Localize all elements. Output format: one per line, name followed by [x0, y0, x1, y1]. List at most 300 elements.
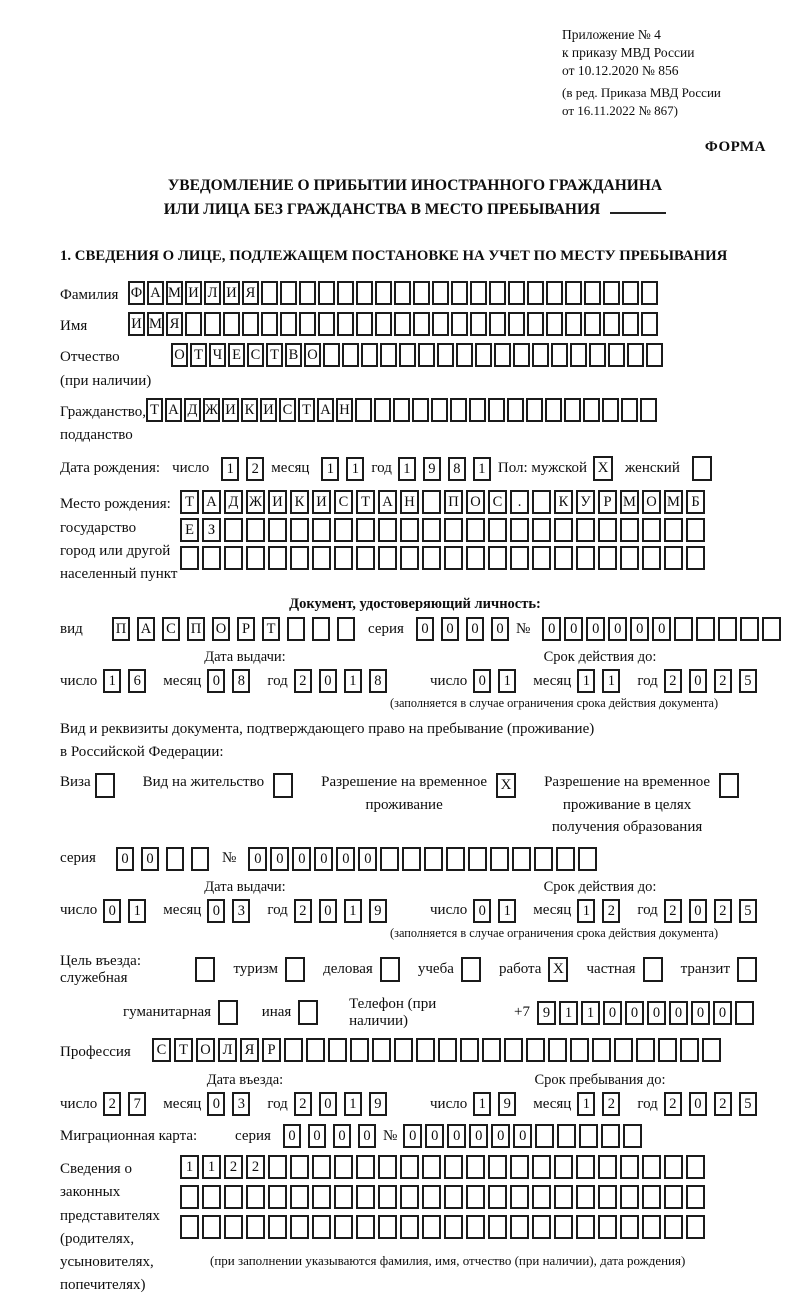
- char-cell[interactable]: И: [185, 281, 202, 305]
- char-cell[interactable]: С: [488, 490, 507, 514]
- char-cell[interactable]: 2: [294, 1092, 312, 1116]
- char-cell[interactable]: [692, 456, 712, 481]
- char-cell[interactable]: П: [444, 490, 463, 514]
- char-cell[interactable]: [598, 1215, 617, 1239]
- char-cell[interactable]: О: [212, 617, 230, 641]
- char-cell[interactable]: Д: [224, 490, 243, 514]
- char-cell[interactable]: Т: [356, 490, 375, 514]
- char-cell[interactable]: 1: [344, 669, 362, 693]
- char-cell[interactable]: [334, 1155, 353, 1179]
- char-cell[interactable]: 9: [537, 1001, 556, 1025]
- char-cell[interactable]: 0: [358, 847, 377, 871]
- char-cell[interactable]: 0: [625, 1001, 644, 1025]
- char-cell[interactable]: [583, 398, 600, 422]
- char-cell[interactable]: 0: [141, 847, 159, 871]
- purpose-transit-checkbox[interactable]: [737, 957, 757, 982]
- char-cell[interactable]: [488, 1185, 507, 1209]
- char-cell[interactable]: Л: [218, 1038, 237, 1062]
- char-cell[interactable]: 1: [581, 1001, 600, 1025]
- char-cell[interactable]: [356, 518, 375, 542]
- char-cell[interactable]: [598, 546, 617, 570]
- char-cell[interactable]: Р: [237, 617, 255, 641]
- char-cell[interactable]: 5: [739, 1092, 757, 1116]
- char-cell[interactable]: [620, 1185, 639, 1209]
- char-cell[interactable]: [664, 1215, 683, 1239]
- sex-male-checkbox[interactable]: [593, 456, 613, 481]
- char-cell[interactable]: [299, 312, 316, 336]
- char-cell[interactable]: 2: [224, 1155, 243, 1179]
- char-cell[interactable]: Е: [228, 343, 245, 367]
- char-cell[interactable]: [576, 546, 595, 570]
- char-cell[interactable]: [356, 546, 375, 570]
- char-cell[interactable]: 8: [369, 669, 387, 693]
- purpose-private-checkbox[interactable]: [643, 957, 663, 982]
- char-cell[interactable]: 9: [369, 899, 387, 923]
- char-cell[interactable]: Е: [180, 518, 199, 542]
- residence-permit-checkbox[interactable]: [273, 773, 293, 798]
- char-cell[interactable]: 0: [103, 899, 121, 923]
- purpose-other-checkbox[interactable]: [298, 1000, 318, 1025]
- char-cell[interactable]: [290, 546, 309, 570]
- char-cell[interactable]: 2: [714, 899, 732, 923]
- char-cell[interactable]: 0: [207, 1092, 225, 1116]
- char-cell[interactable]: 2: [664, 899, 682, 923]
- purpose-business-checkbox[interactable]: [380, 957, 400, 982]
- char-cell[interactable]: [584, 281, 601, 305]
- char-cell[interactable]: [402, 847, 421, 871]
- char-cell[interactable]: И: [223, 281, 240, 305]
- char-cell[interactable]: [598, 1155, 617, 1179]
- char-cell[interactable]: Т: [190, 343, 207, 367]
- char-cell[interactable]: [469, 398, 486, 422]
- char-cell[interactable]: [620, 1155, 639, 1179]
- char-cell[interactable]: 7: [128, 1092, 146, 1116]
- char-cell[interactable]: [640, 398, 657, 422]
- char-cell[interactable]: И: [222, 398, 239, 422]
- char-cell[interactable]: [488, 546, 507, 570]
- char-cell[interactable]: [686, 518, 705, 542]
- char-cell[interactable]: [642, 546, 661, 570]
- char-cell[interactable]: X: [593, 456, 613, 481]
- char-cell[interactable]: [641, 312, 658, 336]
- char-cell[interactable]: [545, 398, 562, 422]
- char-cell[interactable]: [444, 518, 463, 542]
- char-cell[interactable]: [334, 1215, 353, 1239]
- char-cell[interactable]: [246, 518, 265, 542]
- char-cell[interactable]: [623, 1124, 642, 1148]
- char-cell[interactable]: [680, 1038, 699, 1062]
- char-cell[interactable]: Д: [184, 398, 201, 422]
- char-cell[interactable]: [224, 546, 243, 570]
- char-cell[interactable]: Т: [262, 617, 280, 641]
- char-cell[interactable]: А: [165, 398, 182, 422]
- char-cell[interactable]: [589, 343, 606, 367]
- char-cell[interactable]: 0: [603, 1001, 622, 1025]
- char-cell[interactable]: [287, 617, 305, 641]
- char-cell[interactable]: А: [147, 281, 164, 305]
- char-cell[interactable]: 2: [714, 669, 732, 693]
- char-cell[interactable]: [361, 343, 378, 367]
- char-cell[interactable]: 0: [358, 1124, 376, 1148]
- char-cell[interactable]: [246, 1185, 265, 1209]
- char-cell[interactable]: [380, 343, 397, 367]
- char-cell[interactable]: [532, 1215, 551, 1239]
- char-cell[interactable]: 1: [473, 1092, 491, 1116]
- char-cell[interactable]: [378, 518, 397, 542]
- char-cell[interactable]: 0: [425, 1124, 444, 1148]
- char-cell[interactable]: [460, 1038, 479, 1062]
- char-cell[interactable]: [412, 398, 429, 422]
- char-cell[interactable]: [298, 1000, 318, 1025]
- char-cell[interactable]: И: [128, 312, 145, 336]
- char-cell[interactable]: [664, 1155, 683, 1179]
- char-cell[interactable]: [400, 1185, 419, 1209]
- char-cell[interactable]: [534, 847, 553, 871]
- char-cell[interactable]: [451, 281, 468, 305]
- char-cell[interactable]: [246, 546, 265, 570]
- char-cell[interactable]: Ф: [128, 281, 145, 305]
- char-cell[interactable]: Ж: [203, 398, 220, 422]
- char-cell[interactable]: [510, 518, 529, 542]
- char-cell[interactable]: [400, 1215, 419, 1239]
- char-cell[interactable]: [444, 1185, 463, 1209]
- char-cell[interactable]: [355, 398, 372, 422]
- char-cell[interactable]: [696, 617, 715, 641]
- char-cell[interactable]: [468, 847, 487, 871]
- char-cell[interactable]: 1: [498, 669, 516, 693]
- char-cell[interactable]: 0: [403, 1124, 422, 1148]
- char-cell[interactable]: [328, 1038, 347, 1062]
- char-cell[interactable]: 2: [602, 1092, 620, 1116]
- char-cell[interactable]: 0: [466, 617, 484, 641]
- char-cell[interactable]: Я: [166, 312, 183, 336]
- char-cell[interactable]: К: [554, 490, 573, 514]
- char-cell[interactable]: [686, 1185, 705, 1209]
- char-cell[interactable]: [268, 1155, 287, 1179]
- char-cell[interactable]: 0: [647, 1001, 666, 1025]
- char-cell[interactable]: 6: [128, 669, 146, 693]
- purpose-humanitarian-checkbox[interactable]: [218, 1000, 238, 1025]
- char-cell[interactable]: М: [147, 312, 164, 336]
- char-cell[interactable]: [191, 847, 209, 871]
- char-cell[interactable]: [554, 1215, 573, 1239]
- char-cell[interactable]: [510, 1215, 529, 1239]
- char-cell[interactable]: [337, 281, 354, 305]
- char-cell[interactable]: П: [187, 617, 205, 641]
- char-cell[interactable]: [526, 1038, 545, 1062]
- char-cell[interactable]: 0: [652, 617, 671, 641]
- char-cell[interactable]: [400, 1155, 419, 1179]
- char-cell[interactable]: 0: [207, 669, 225, 693]
- char-cell[interactable]: [735, 1001, 754, 1025]
- char-cell[interactable]: [374, 398, 391, 422]
- char-cell[interactable]: Я: [240, 1038, 259, 1062]
- char-cell[interactable]: [218, 1000, 238, 1025]
- char-cell[interactable]: [424, 847, 443, 871]
- char-cell[interactable]: 0: [491, 617, 509, 641]
- char-cell[interactable]: [532, 546, 551, 570]
- char-cell[interactable]: [598, 518, 617, 542]
- char-cell[interactable]: 0: [207, 899, 225, 923]
- char-cell[interactable]: 1: [346, 457, 364, 481]
- char-cell[interactable]: [576, 518, 595, 542]
- char-cell[interactable]: С: [162, 617, 180, 641]
- char-cell[interactable]: О: [642, 490, 661, 514]
- char-cell[interactable]: 0: [473, 669, 491, 693]
- char-cell[interactable]: К: [241, 398, 258, 422]
- char-cell[interactable]: [494, 343, 511, 367]
- char-cell[interactable]: [461, 957, 481, 982]
- char-cell[interactable]: [470, 281, 487, 305]
- char-cell[interactable]: 0: [416, 617, 434, 641]
- char-cell[interactable]: [686, 546, 705, 570]
- char-cell[interactable]: [527, 312, 544, 336]
- char-cell[interactable]: 0: [473, 899, 491, 923]
- char-cell[interactable]: [393, 398, 410, 422]
- char-cell[interactable]: 5: [739, 899, 757, 923]
- char-cell[interactable]: [546, 281, 563, 305]
- char-cell[interactable]: [526, 398, 543, 422]
- char-cell[interactable]: [532, 518, 551, 542]
- char-cell[interactable]: [510, 546, 529, 570]
- char-cell[interactable]: А: [317, 398, 334, 422]
- char-cell[interactable]: [422, 1185, 441, 1209]
- char-cell[interactable]: С: [279, 398, 296, 422]
- char-cell[interactable]: 0: [292, 847, 311, 871]
- char-cell[interactable]: [413, 312, 430, 336]
- char-cell[interactable]: Т: [266, 343, 283, 367]
- char-cell[interactable]: [261, 312, 278, 336]
- char-cell[interactable]: [466, 1155, 485, 1179]
- char-cell[interactable]: [444, 546, 463, 570]
- char-cell[interactable]: [224, 1215, 243, 1239]
- char-cell[interactable]: [475, 343, 492, 367]
- char-cell[interactable]: С: [334, 490, 353, 514]
- char-cell[interactable]: [399, 343, 416, 367]
- char-cell[interactable]: [422, 546, 441, 570]
- char-cell[interactable]: 9: [498, 1092, 516, 1116]
- char-cell[interactable]: П: [112, 617, 130, 641]
- char-cell[interactable]: 9: [369, 1092, 387, 1116]
- char-cell[interactable]: 0: [491, 1124, 510, 1148]
- char-cell[interactable]: [312, 1215, 331, 1239]
- char-cell[interactable]: [400, 518, 419, 542]
- char-cell[interactable]: 2: [246, 1155, 265, 1179]
- char-cell[interactable]: Ч: [209, 343, 226, 367]
- char-cell[interactable]: [268, 1215, 287, 1239]
- char-cell[interactable]: С: [152, 1038, 171, 1062]
- char-cell[interactable]: [614, 1038, 633, 1062]
- char-cell[interactable]: [664, 1185, 683, 1209]
- char-cell[interactable]: [312, 617, 330, 641]
- char-cell[interactable]: [527, 281, 544, 305]
- char-cell[interactable]: .: [510, 490, 529, 514]
- char-cell[interactable]: 1: [398, 457, 416, 481]
- char-cell[interactable]: [422, 518, 441, 542]
- char-cell[interactable]: 0: [314, 847, 333, 871]
- char-cell[interactable]: 1: [498, 899, 516, 923]
- char-cell[interactable]: [554, 1185, 573, 1209]
- char-cell[interactable]: [466, 1185, 485, 1209]
- char-cell[interactable]: [431, 398, 448, 422]
- char-cell[interactable]: О: [196, 1038, 215, 1062]
- char-cell[interactable]: [554, 1155, 573, 1179]
- char-cell[interactable]: [576, 1215, 595, 1239]
- char-cell[interactable]: [261, 281, 278, 305]
- char-cell[interactable]: [400, 546, 419, 570]
- char-cell[interactable]: [570, 343, 587, 367]
- char-cell[interactable]: 1: [559, 1001, 578, 1025]
- char-cell[interactable]: [290, 1185, 309, 1209]
- char-cell[interactable]: 2: [294, 669, 312, 693]
- char-cell[interactable]: [489, 312, 506, 336]
- char-cell[interactable]: 0: [513, 1124, 532, 1148]
- char-cell[interactable]: [636, 1038, 655, 1062]
- char-cell[interactable]: [350, 1038, 369, 1062]
- char-cell[interactable]: [664, 546, 683, 570]
- rvp-checkbox[interactable]: [496, 773, 516, 798]
- char-cell[interactable]: [444, 1155, 463, 1179]
- char-cell[interactable]: 0: [283, 1124, 301, 1148]
- char-cell[interactable]: [378, 1155, 397, 1179]
- char-cell[interactable]: [620, 1215, 639, 1239]
- char-cell[interactable]: [564, 398, 581, 422]
- char-cell[interactable]: [737, 957, 757, 982]
- char-cell[interactable]: [95, 773, 115, 798]
- char-cell[interactable]: [466, 546, 485, 570]
- char-cell[interactable]: [202, 1215, 221, 1239]
- char-cell[interactable]: [195, 957, 215, 982]
- char-cell[interactable]: [268, 1185, 287, 1209]
- purpose-work-checkbox[interactable]: [548, 957, 568, 982]
- char-cell[interactable]: [622, 281, 639, 305]
- char-cell[interactable]: [627, 343, 644, 367]
- char-cell[interactable]: [643, 957, 663, 982]
- char-cell[interactable]: [456, 343, 473, 367]
- char-cell[interactable]: 0: [689, 899, 707, 923]
- char-cell[interactable]: 0: [336, 847, 355, 871]
- char-cell[interactable]: Ж: [246, 490, 265, 514]
- char-cell[interactable]: [451, 312, 468, 336]
- char-cell[interactable]: [532, 490, 551, 514]
- char-cell[interactable]: [488, 518, 507, 542]
- char-cell[interactable]: [602, 398, 619, 422]
- char-cell[interactable]: [576, 1155, 595, 1179]
- char-cell[interactable]: [416, 1038, 435, 1062]
- char-cell[interactable]: [394, 281, 411, 305]
- char-cell[interactable]: [378, 1215, 397, 1239]
- char-cell[interactable]: [202, 546, 221, 570]
- char-cell[interactable]: [608, 343, 625, 367]
- char-cell[interactable]: 2: [714, 1092, 732, 1116]
- char-cell[interactable]: [334, 1185, 353, 1209]
- char-cell[interactable]: [224, 518, 243, 542]
- char-cell[interactable]: 0: [319, 669, 337, 693]
- char-cell[interactable]: 0: [469, 1124, 488, 1148]
- char-cell[interactable]: [488, 1155, 507, 1179]
- char-cell[interactable]: [546, 312, 563, 336]
- char-cell[interactable]: [482, 1038, 501, 1062]
- char-cell[interactable]: 1: [577, 1092, 595, 1116]
- char-cell[interactable]: [180, 546, 199, 570]
- char-cell[interactable]: [551, 343, 568, 367]
- char-cell[interactable]: [356, 1155, 375, 1179]
- char-cell[interactable]: 3: [232, 1092, 250, 1116]
- purpose-official-checkbox[interactable]: [195, 957, 215, 982]
- char-cell[interactable]: К: [290, 490, 309, 514]
- char-cell[interactable]: [246, 1215, 265, 1239]
- char-cell[interactable]: [620, 518, 639, 542]
- purpose-study-checkbox[interactable]: [461, 957, 481, 982]
- char-cell[interactable]: [318, 281, 335, 305]
- char-cell[interactable]: 1: [202, 1155, 221, 1179]
- char-cell[interactable]: [242, 312, 259, 336]
- char-cell[interactable]: [642, 1215, 661, 1239]
- char-cell[interactable]: [224, 1185, 243, 1209]
- char-cell[interactable]: З: [202, 518, 221, 542]
- char-cell[interactable]: 0: [319, 1092, 337, 1116]
- char-cell[interactable]: Л: [204, 281, 221, 305]
- char-cell[interactable]: 1: [577, 669, 595, 693]
- char-cell[interactable]: [285, 957, 305, 982]
- char-cell[interactable]: [290, 1215, 309, 1239]
- char-cell[interactable]: [337, 312, 354, 336]
- char-cell[interactable]: 0: [447, 1124, 466, 1148]
- char-cell[interactable]: [740, 617, 759, 641]
- char-cell[interactable]: 0: [308, 1124, 326, 1148]
- char-cell[interactable]: [438, 1038, 457, 1062]
- char-cell[interactable]: [342, 343, 359, 367]
- char-cell[interactable]: [584, 312, 601, 336]
- char-cell[interactable]: [185, 312, 202, 336]
- char-cell[interactable]: Р: [598, 490, 617, 514]
- char-cell[interactable]: 2: [246, 457, 264, 481]
- char-cell[interactable]: 1: [128, 899, 146, 923]
- char-cell[interactable]: [535, 1124, 554, 1148]
- char-cell[interactable]: 1: [344, 899, 362, 923]
- char-cell[interactable]: А: [202, 490, 221, 514]
- char-cell[interactable]: [702, 1038, 721, 1062]
- char-cell[interactable]: [489, 281, 506, 305]
- char-cell[interactable]: [641, 281, 658, 305]
- char-cell[interactable]: [422, 1155, 441, 1179]
- char-cell[interactable]: 0: [630, 617, 649, 641]
- rvp-education-checkbox[interactable]: [719, 773, 739, 798]
- char-cell[interactable]: [603, 312, 620, 336]
- char-cell[interactable]: [621, 398, 638, 422]
- char-cell[interactable]: [268, 518, 287, 542]
- char-cell[interactable]: [762, 617, 781, 641]
- char-cell[interactable]: [578, 847, 597, 871]
- char-cell[interactable]: [512, 847, 531, 871]
- char-cell[interactable]: [356, 281, 373, 305]
- char-cell[interactable]: 1: [344, 1092, 362, 1116]
- char-cell[interactable]: [280, 312, 297, 336]
- char-cell[interactable]: У: [576, 490, 595, 514]
- char-cell[interactable]: [312, 518, 331, 542]
- char-cell[interactable]: Т: [298, 398, 315, 422]
- char-cell[interactable]: [444, 1215, 463, 1239]
- char-cell[interactable]: [380, 957, 400, 982]
- char-cell[interactable]: 2: [103, 1092, 121, 1116]
- char-cell[interactable]: О: [466, 490, 485, 514]
- char-cell[interactable]: С: [247, 343, 264, 367]
- char-cell[interactable]: [306, 1038, 325, 1062]
- purpose-tourism-checkbox[interactable]: [285, 957, 305, 982]
- char-cell[interactable]: [356, 1215, 375, 1239]
- char-cell[interactable]: [576, 1185, 595, 1209]
- char-cell[interactable]: 5: [739, 669, 757, 693]
